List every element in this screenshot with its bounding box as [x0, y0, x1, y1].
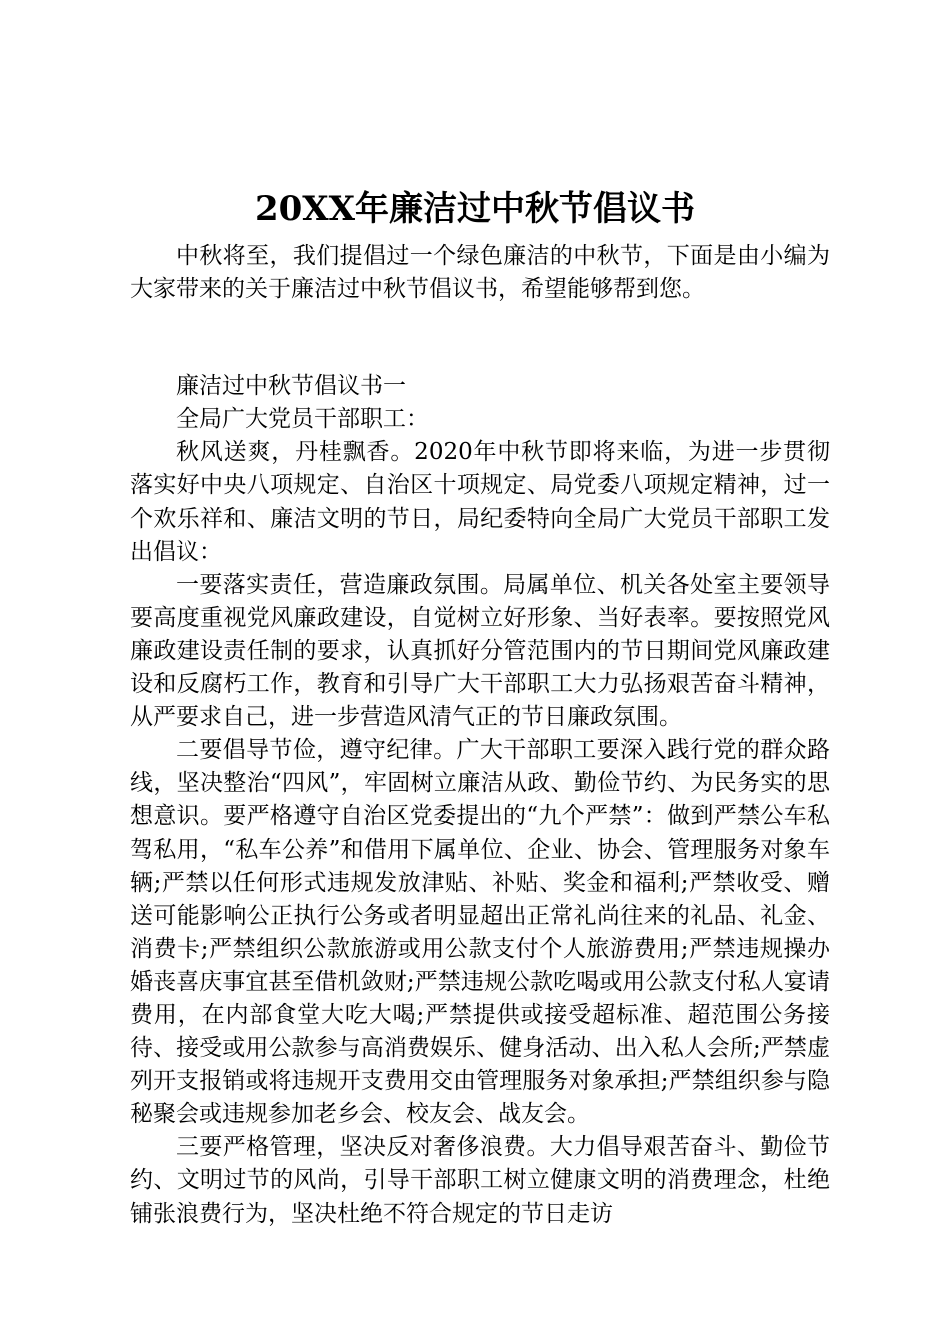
document-body	[130, 240, 830, 1231]
body-paragraph: 三要严格管理，坚决反对奢侈浪费。大力倡导艰苦奋斗、勤俭节约、文明过节的风尚，引导干部职工树立健康文明的消费理念，杜绝铺张浪费行为，坚决杜绝不符合规定的节日走访	[130, 1134, 830, 1227]
body-paragraph: 一要落实责任，营造廉政氛围。局属单位、机关各处室主要领导要高度重视党风廉政建设，自觉树立好形象、当好表率。要按照党风廉政建设责任制的要求，认真抓好分管范围内的节日期间党风廉政建设和反腐朽工作，教育和引导广大干部职工大力弘扬艰苦奋斗精神，从严要求自己，进一步营造风清气正的节日廉政氛围。	[130, 571, 830, 731]
document-title: 20XX年廉洁过中秋节倡议书	[254, 189, 696, 229]
body-paragraph: 二要倡导节俭，遵守纪律。广大干部职工要深入践行党的群众路线，坚决整治“四风”，牢固树立廉洁从政、勤俭节约、为民务实的思想意识。要严格遵守自治区党委提出的“九个严禁”：做到严禁公车私驾私用，“私车公养”和借用下属单位、企业、协会、管理服务对象车辆;严禁以任何形式违规发放津贴、补贴、奖金和福利;严禁收受、赠送可能影响公正执行公务或者明显超出正常礼尚往来的礼品、礼金、消费卡;严禁组织公款旅游或用公款支付个人旅游费用;严禁违规操办婚丧喜庆事宜甚至借机敛财;严禁违规公款吃喝或用公款支付私人宴请费用，在内部食堂大吃大喝;严禁提供或接受超标准、超范围公务接待、接受或用公款参与高消费娱乐、健身活动、出入私人会所;严禁虚列开支报销或将违规开支费用交由管理服务对象承担;严禁组织参与隐秘聚会或违规参加老乡会、校友会、战友会。	[130, 737, 830, 1128]
salutation: 全局广大党员干部职工：	[176, 406, 429, 433]
body-paragraph: 秋风送爽，丹桂飘香。2020年中秋节即将来临，为进一步贯彻落实好中央八项规定、自治区十项规定、局党委八项规定精神，过一个欢乐祥和、廉洁文明的节日，局纪委特向全局广大党员干部职工发出倡议：	[130, 439, 830, 565]
paragraph-spacer	[130, 306, 830, 370]
section-heading: 廉洁过中秋节倡议书一	[176, 373, 406, 400]
intro-paragraph: 中秋将至，我们提倡过一个绿色廉洁的中秋节，下面是由小编为大家带来的关于廉洁过中秋节倡议书，希望能够帮到您。	[130, 243, 830, 303]
